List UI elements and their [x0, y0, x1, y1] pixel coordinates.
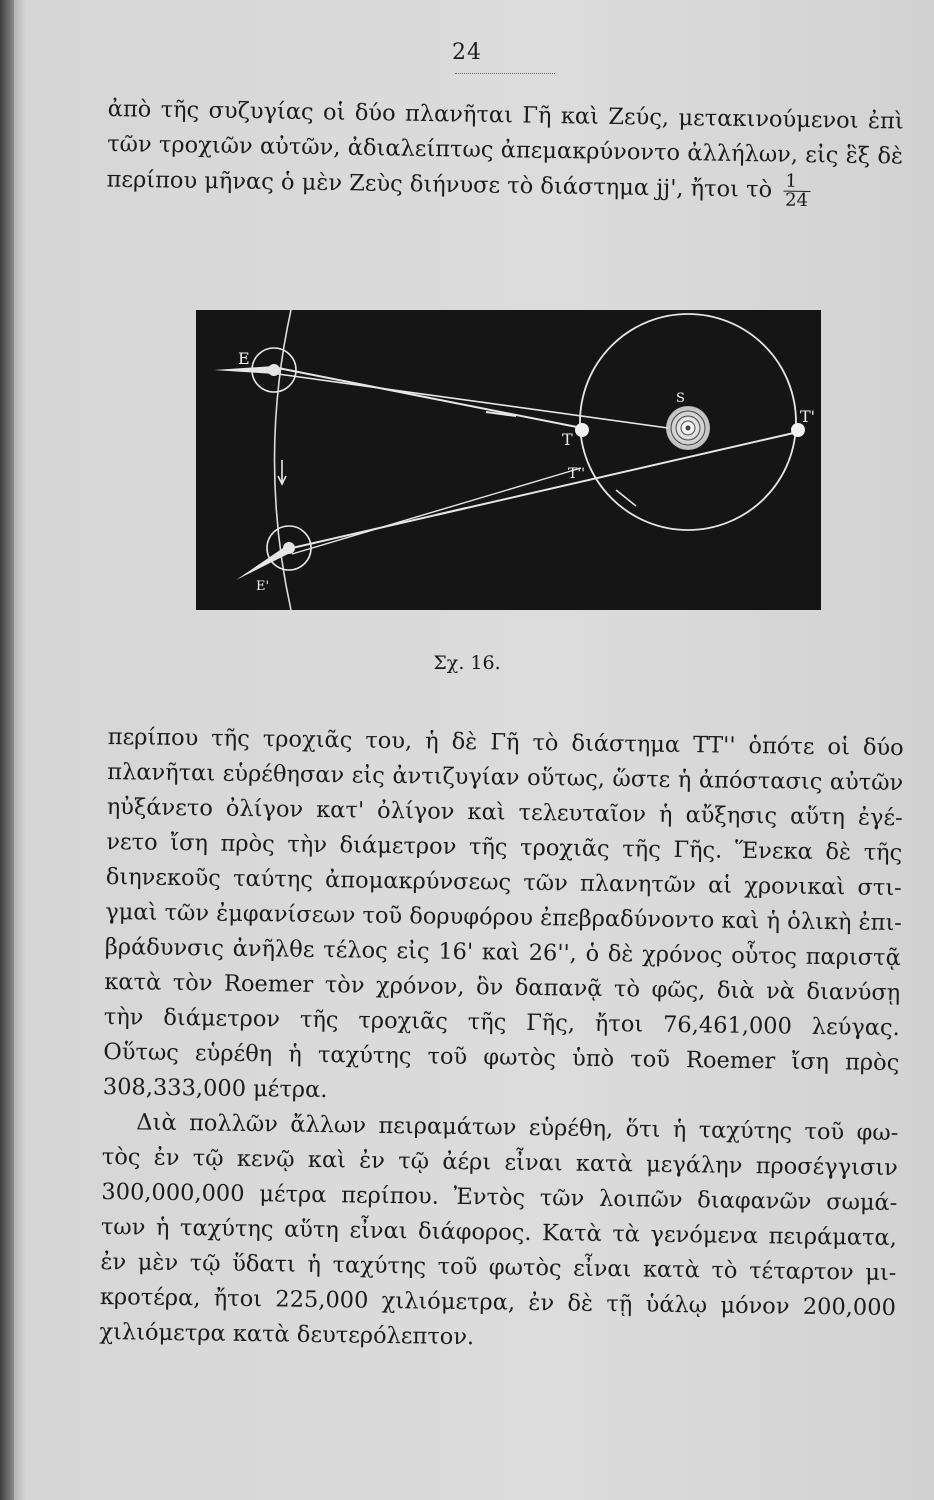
sun-icon [666, 406, 710, 450]
text-line: 308,333,000 μέτρα. [102, 1073, 328, 1104]
text-line: κροτέρα, ἤτοι 225,000 χιλιόμετρα, ἐν δὲ τῇ ὑάλῳ μόνον 200,000 [99, 1283, 897, 1322]
text-line: διηνεκοῦς ταύτης ἀπομακρύνσεως τῶν πλανητῶν αἱ χρονικαὶ στι- [105, 863, 902, 902]
text-line: ἐν μὲν τῷ ὕδατι ἡ ταχύτης τοῦ φωτὸς εἶναι κατὰ τὸ τέταρτον μι- [100, 1248, 897, 1287]
fraction-numerator: 1 [783, 173, 810, 192]
fraction-denominator: 24 [784, 189, 809, 212]
label-S: S [676, 391, 685, 406]
arrow-icon [278, 460, 286, 484]
text-line: Διὰ πολλῶν ἄλλων πειραμάτων εὑρέθη, ὅτι ἡ ταχύτης τοῦ φω- [136, 1109, 899, 1147]
text-line: τῶν τροχιῶν αὐτῶν, ἀδιαλείπτως ἀπεμακρύνοντο ἀλλήλων, εἰς ἓξ δὲ [106, 130, 904, 170]
text-line: χιλιόμετρα κατὰ δευτερόλεπτον. [99, 1318, 475, 1351]
light-ray [278, 368, 582, 428]
light-ray [278, 374, 668, 428]
text-line: Οὕτως εὑρέθη ἡ ταχύτης τοῦ φωτὸς ὑπὸ τοῦ Roemer ἴση πρὸς [103, 1038, 900, 1077]
arrow-icon [436, 508, 466, 515]
orbit-figure [196, 310, 821, 610]
text-line: των ἡ ταχύτης αὕτη εἶναι διάφορος. Κατὰ τὰ γενόμενα πειράματα, [100, 1213, 898, 1252]
label-T: T [562, 430, 573, 449]
arrow-icon [616, 490, 636, 506]
label-E: E [238, 349, 250, 368]
text-line: πλανῆται εὑρέθησαν εἰς ἀντιζυγίαν οὕτως, ὥστε ἡ ἀπόστασις αὐτῶν [107, 758, 904, 797]
figure-caption: Σχ. 16. [433, 652, 501, 674]
light-ray [292, 468, 581, 554]
text-line: κατὰ τὸν Roemer τὸν χρόνον, ὃν δαπανᾷ τὸ φῶς, διὰ νὰ διανύσῃ [104, 968, 901, 1007]
earth-position-T [575, 423, 589, 437]
label-T-dprime: T'' [568, 466, 586, 482]
text-line: 300,000,000 μέτρα περίπου. Ἐντὸς τῶν λοιπῶν διαφανῶν σωμά- [101, 1178, 898, 1217]
book-spine-shadow [0, 0, 14, 1500]
jupiter-bottom-icon [236, 526, 311, 580]
fraction [783, 170, 810, 212]
light-ray [292, 432, 798, 548]
text-line: νετο ἴση πρὸς τὴν διάμετρον τῆς τροχιᾶς τῆς Γῆς. Ἕνεκα δὲ τῆς [106, 828, 903, 867]
text-line: περίπου μῆνας ὁ μὲν Ζεὺς διήνυσε τὸ διάστημα jj', ἤτοι τὸ [106, 166, 773, 203]
text-line: ηὐξάνετο ὀλίγον κατ' ὀλίγον καὶ τελευταῖον ἡ αὔξησις αὕτη ἐγέ- [106, 793, 903, 832]
text-line: τὸς ἐν τῷ κενῷ καὶ ἐν τῷ ἀέρι εἶναι κατὰ μεγάλην προσέγγισιν [101, 1143, 899, 1182]
page-number: 24 [452, 40, 482, 65]
text-line: περίπου τῆς τροχιᾶς του, ἡ δὲ Γῆ τὸ διάστημα ΤΤ'' ὁπότε οἱ δύο [107, 723, 904, 762]
text-line: γμαὶ τῶν ἐμφανίσεων τοῦ δορυφόρου ἐπεβραδύνοντο καὶ ἡ ὁλικὴ ἐπι- [105, 898, 903, 937]
label-E-prime: E' [256, 579, 270, 594]
page-number-rule [455, 73, 555, 74]
label-T-prime: T' [800, 407, 816, 426]
paragraph-bottom [99, 720, 904, 1361]
text-line: ἀπὸ τῆς συζυγίας οἱ δύο πλανῆται Γῆ καὶ Ζεύς, μετακινούμενοι ἐπὶ [107, 95, 904, 135]
paragraph-top [106, 92, 904, 211]
text-line: τὴν διάμετρον τῆς τροχιᾶς τῆς Γῆς, ἤτοι 76,461,000 λεύγας. [103, 1003, 900, 1042]
text-line: βράδυνσις ἀνῆλθε τέλος εἰς 16' καὶ 26'', ὁ δὲ χρόνος οὗτος παριστᾷ [104, 933, 901, 972]
orbit-diagram [196, 310, 821, 610]
